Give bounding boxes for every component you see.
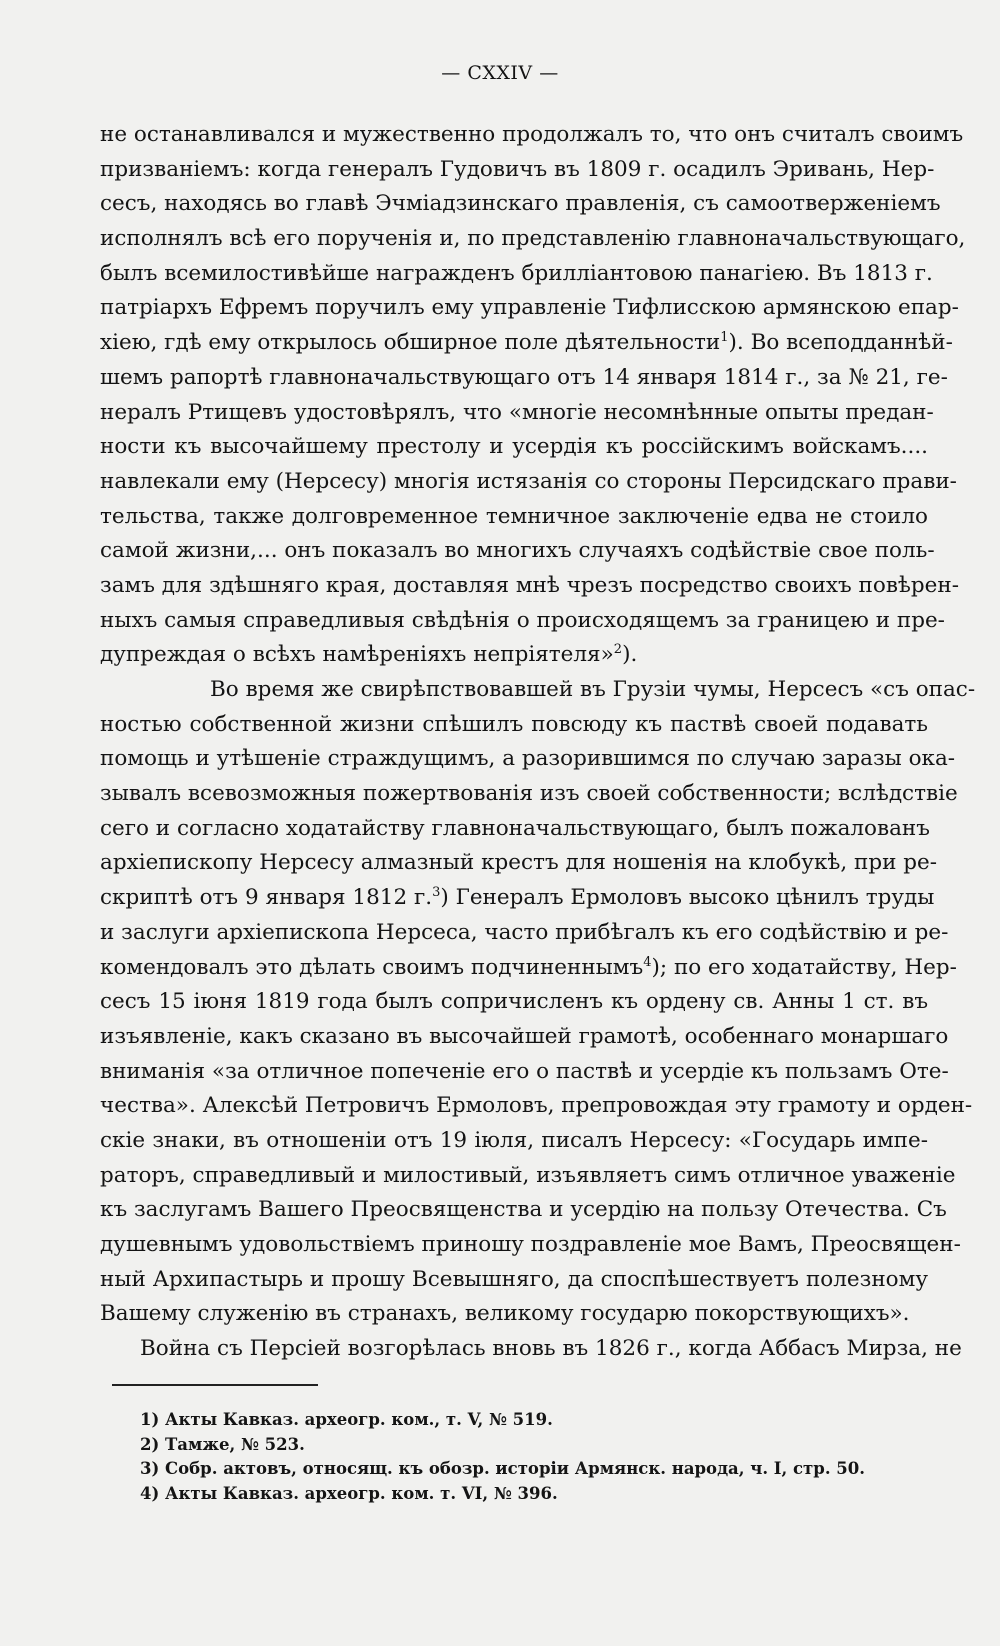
text-line: патріархъ Ефремъ поручилъ ему управленіе Тифлисскою армянскою епар-	[100, 295, 959, 321]
text-line	[100, 881, 935, 916]
text-line: Вашему служенію въ странахъ, великому государю покорствующихъ».	[100, 1301, 910, 1327]
text-line: тельства, также долговременное темничное заключеніе едва не стоило	[100, 503, 928, 529]
paragraph-start: Война съ Персіей возгорѣлась вновь въ 1826 г., когда Аббасъ Мирза, не	[140, 1336, 962, 1362]
text-line: призваніемъ: когда генералъ Гудовичъ въ 1809 г. осадилъ Эривань, Нер-	[100, 156, 935, 182]
text-line: ныхъ самыя справедливыя свѣдѣнія о происходящемъ за границею и пре-	[100, 607, 945, 633]
text-line: ности къ высочайшему престолу и усердія къ россійскимъ войскамъ....	[100, 434, 928, 460]
footnotes	[140, 1408, 900, 1506]
text-line: сего и согласно ходатайству главноначальствующаго, былъ пожалованъ	[100, 815, 930, 841]
text-line: изъявленіе, какъ сказано въ высочайшей грамотѣ, особеннаго монаршаго	[100, 1023, 949, 1049]
text-line: сесъ, находясь во главѣ Эчміадзинскаго правленія, съ самоотверженіемъ	[100, 191, 941, 217]
text-line-part: хіею, гдѣ ему открылось обширное поле дѣятельности	[100, 330, 721, 356]
text-line: нералъ Ртищевъ удостовѣрялъ, что «многіе несомнѣнные опыты предан-	[100, 399, 934, 425]
text-line: душевнымъ удовольствіемъ приношу поздравленіе мое Вамъ, Преосвящен-	[100, 1232, 961, 1257]
text-line-part: ) Генералъ Ермоловъ высоко цѣнилъ труды	[440, 885, 935, 911]
text-line: къ заслугамъ Вашего Преосвященства и усердію на пользу Отечества. Съ	[100, 1197, 947, 1223]
footnote-ref-1: 1	[720, 329, 729, 345]
text-line: архіепископу Нерсесу алмазный крестъ для ношенія на клобукѣ, при ре-	[100, 850, 938, 876]
text-line: зывалъ всевозможныя пожертвованія изъ своей собственности; вслѣдствіе	[100, 781, 958, 807]
text-line: ный Архипастырь и прошу Всевышняго, да споспѣшествуетъ полезному	[100, 1266, 928, 1292]
footnote-divider	[112, 1384, 318, 1386]
text-line: навлекали ему (Нерсесу) многія истязанія со стороны Персидскаго прави-	[100, 468, 957, 494]
text-line: шемъ рапортѣ главноначальствующаго отъ 14 января 1814 г., за № 21, ге-	[100, 364, 948, 390]
text-line-part: ). Во всеподданнѣй-	[728, 330, 953, 356]
footnote: 4) Акты Кавказ. археогр. ком. т. VI, № 396.	[140, 1483, 558, 1503]
text-line: замъ для здѣшняго края, доставляя мнѣ чрезъ посредство своихъ повѣрен-	[100, 572, 959, 598]
text-line: раторъ, справедливый и милостивый, изъявляетъ симъ отличное уваженіе	[100, 1162, 956, 1188]
text-line: чества». Алексѣй Петровичъ Ермоловъ, препровождая эту грамоту и орден-	[100, 1093, 973, 1119]
text-line-part: скриптѣ отъ 9 января 1812 г.	[100, 885, 433, 911]
text-line-part: ).	[622, 642, 638, 668]
text-line-part: ); по его ходатайству, Нер-	[651, 954, 957, 980]
text-line: скіе знаки, въ отношеніи отъ 19 іюля, писалъ Нерсесу: «Государь импе-	[100, 1127, 928, 1153]
footnote-ref-4: 4	[643, 954, 652, 970]
text-line-part: дупреждая о всѣхъ намѣреніяхъ непріятеля»	[100, 642, 614, 668]
text-line: сесъ 15 іюня 1819 года былъ сопричисленъ къ ордену св. Анны 1 ст. въ	[100, 989, 928, 1015]
text-line: исполнялъ всѣ его порученія и, по представленію главноначальствующаго,	[100, 226, 966, 252]
text-line	[100, 326, 953, 361]
text-line	[100, 638, 928, 673]
footnote-ref-2: 2	[613, 642, 623, 658]
footnote: 3) Собр. актовъ, относящ. къ обозр. исторіи Армянск. народа, ч. I, стр. 50.	[140, 1459, 866, 1478]
paragraph-start: Во время же свирѣпствовавшей въ Грузіи чумы, Нерсесъ «съ опас-	[210, 677, 976, 702]
footnote: 1) Акты Кавказ. археогр. ком., т. V, № 519.	[140, 1410, 553, 1429]
text-line-part: комендовалъ это дѣлать своимъ подчиненнымъ	[100, 954, 644, 980]
text-line: вниманія «за отличное попеченіе его о паствѣ и усердіе къ пользамъ Оте-	[100, 1058, 949, 1084]
text-line: не останавливался и мужественно продолжалъ то, что онъ считалъ своимъ	[100, 122, 964, 147]
text-line: самой жизни,... онъ показалъ во многихъ случаяхъ содѣйствіе свое поль-	[100, 538, 935, 564]
page-number: — CXXIV —	[441, 62, 559, 84]
text-line	[100, 951, 957, 986]
text-line: помощь и утѣшеніе страждущимъ, а разорившимся по случаю заразы ока-	[100, 746, 956, 772]
text-line: былъ всемилостивѣйше награжденъ бриллiантовою панагiею. Въ 1813 г.	[100, 260, 933, 286]
text-line: ностью собственной жизни спѣшилъ повсюду къ паствѣ своей подавать	[100, 711, 928, 737]
body-text	[100, 118, 976, 1367]
text-line: и заслуги архіепископа Нерсеса, часто прибѣгалъ къ его содѣйствію и ре-	[100, 919, 949, 945]
footnote-ref-3: 3	[432, 884, 441, 900]
footnote: 2) Тамже, № 523.	[140, 1434, 305, 1454]
